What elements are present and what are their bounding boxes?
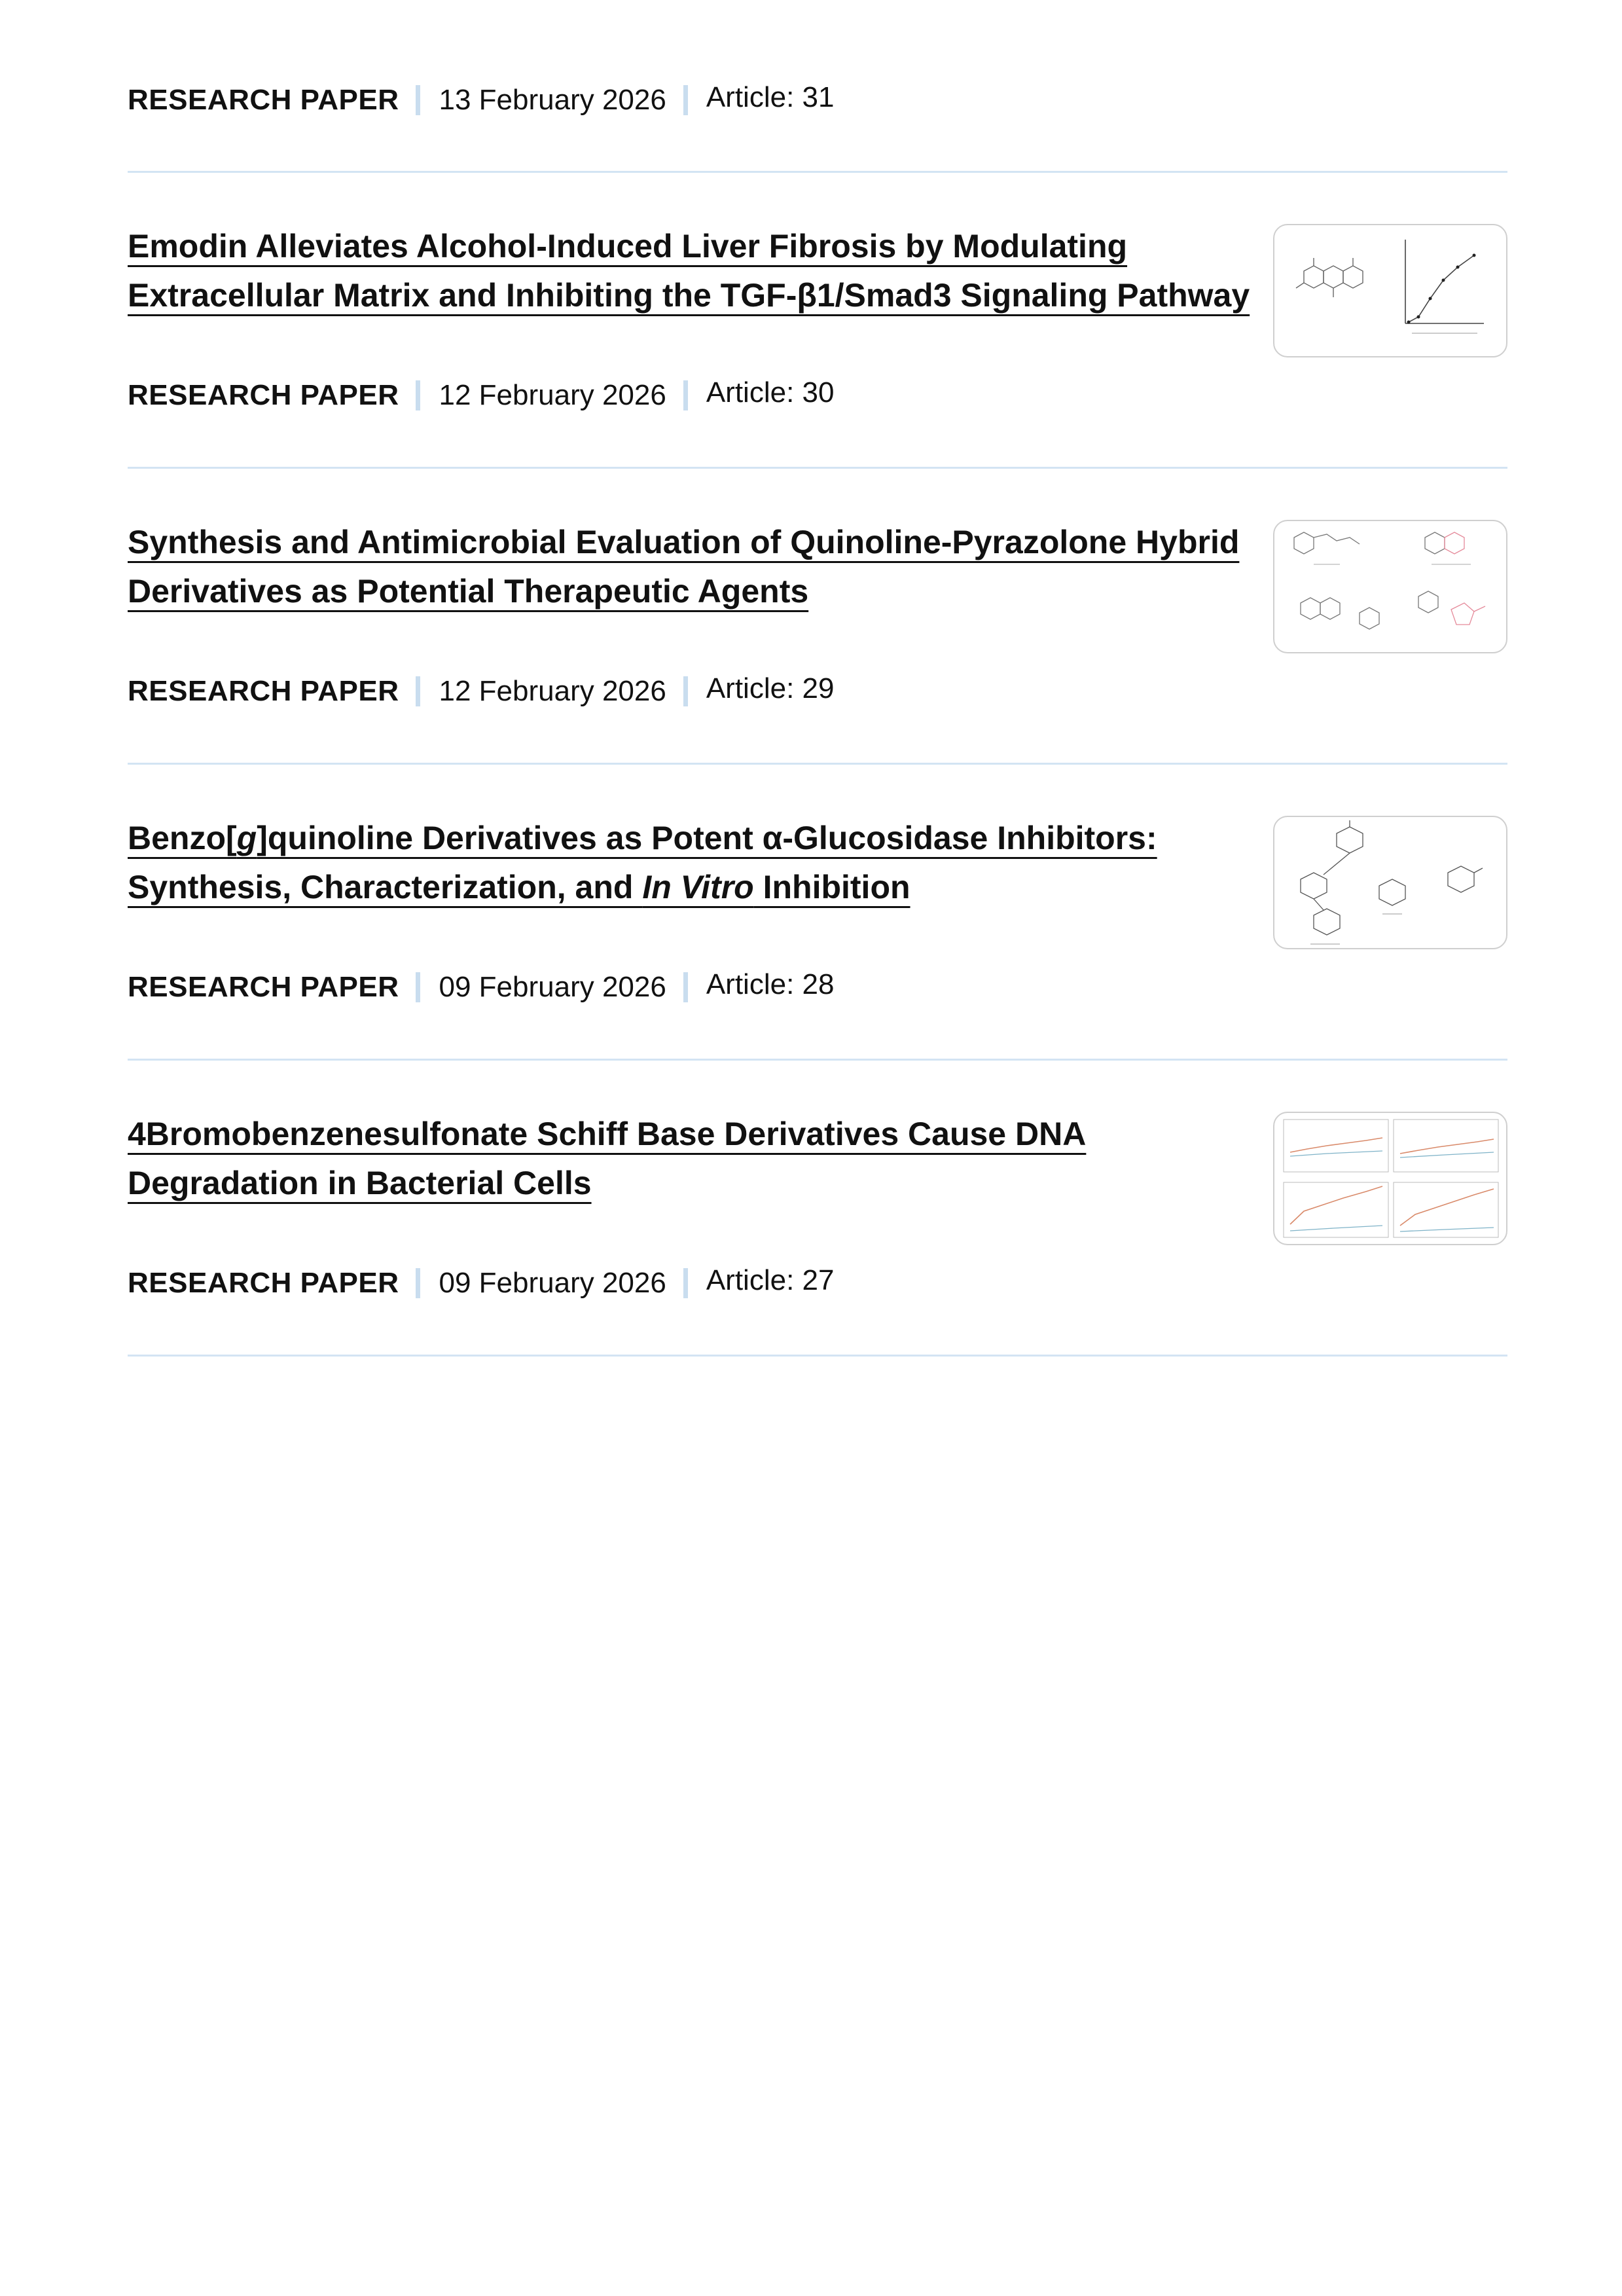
divider — [128, 1059, 1507, 1061]
meta-separator — [416, 1268, 420, 1298]
divider — [128, 467, 1507, 469]
meta-separator — [416, 676, 420, 706]
title-line: Synthesis and Antimicrobial Evaluation of Quinoline-Pyrazolone Hybrid — [128, 524, 1240, 560]
article-date: 09 February 2026 — [439, 971, 666, 1003]
article-meta-29 — [128, 672, 834, 711]
divider — [128, 763, 1507, 765]
title-text: Synthesis, Characterization, and — [128, 869, 643, 905]
article-date: 09 February 2026 — [439, 1267, 666, 1299]
title-line: Emodin Alleviates Alcohol-Induced Liver Fibrosis by Modulating — [128, 228, 1128, 264]
article-number: Article: 30 — [706, 376, 835, 409]
chemical-structures-thumbnail[interactable] — [1273, 520, 1507, 653]
title-line: Extracellular Matrix and Inhibiting the TGF-β1/Smad3 Signaling Pathway — [128, 277, 1250, 314]
article-title-27[interactable] — [128, 1110, 1267, 1208]
title-italic: g — [236, 820, 257, 856]
divider — [128, 1355, 1507, 1357]
divider — [128, 171, 1507, 173]
title-line: 4Bromobenzenesulfonate Schiff Base Derivatives Cause DNA — [128, 1116, 1087, 1152]
meta-separator — [416, 380, 420, 410]
title-text: ]quinoline Derivatives as Potent α-Glucosidase Inhibitors: — [257, 820, 1157, 856]
article-type: RESEARCH PAPER — [128, 84, 399, 116]
meta-separator — [416, 85, 420, 115]
title-italic: In Vitro — [642, 869, 754, 905]
article-type: RESEARCH PAPER — [128, 971, 399, 1003]
article-meta-31 — [128, 81, 834, 120]
meta-separator — [683, 85, 688, 115]
article-date: 12 February 2026 — [439, 675, 666, 707]
article-meta-27 — [128, 1264, 834, 1303]
article-number: Article: 31 — [706, 81, 835, 113]
article-date: 12 February 2026 — [439, 379, 666, 411]
dose-response-chart-thumbnail[interactable] — [1273, 224, 1507, 357]
article-number: Article: 28 — [706, 968, 835, 1000]
meta-separator — [683, 380, 688, 410]
article-type: RESEARCH PAPER — [128, 379, 399, 411]
article-type: RESEARCH PAPER — [128, 675, 399, 707]
meta-separator — [683, 676, 688, 706]
article-type: RESEARCH PAPER — [128, 1267, 399, 1299]
article-number: Article: 27 — [706, 1264, 835, 1296]
meta-separator — [416, 972, 420, 1002]
article-meta-28 — [128, 968, 834, 1007]
meta-separator — [683, 1268, 688, 1298]
sugar-structures-thumbnail[interactable] — [1273, 816, 1507, 949]
article-title-28[interactable] — [128, 814, 1267, 912]
article-date: 13 February 2026 — [439, 84, 666, 116]
title-line: Derivatives as Potential Therapeutic Agents — [128, 573, 809, 610]
title-line: Degradation in Bacterial Cells — [128, 1165, 592, 1201]
article-title-29[interactable] — [128, 518, 1267, 616]
meta-separator — [683, 972, 688, 1002]
growth-curves-thumbnail[interactable] — [1273, 1112, 1507, 1245]
article-title-30[interactable] — [128, 222, 1267, 320]
article-number: Article: 29 — [706, 672, 835, 704]
title-text: Benzo[ — [128, 820, 237, 856]
title-text: Inhibition — [753, 869, 910, 905]
article-meta-30 — [128, 376, 834, 415]
